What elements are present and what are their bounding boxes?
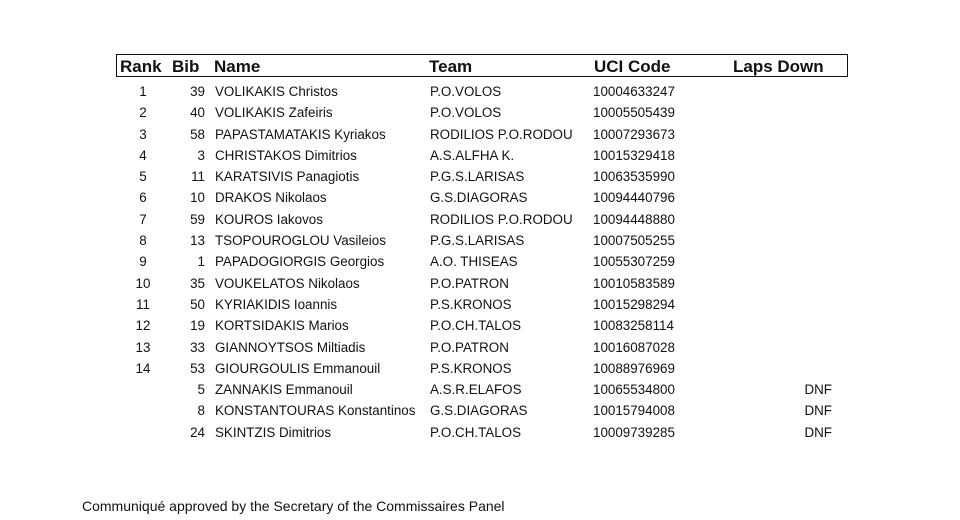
name-cell: ZANNAKIS Emmanouil [215, 382, 353, 398]
header-uci-code: UCI Code [594, 57, 671, 76]
name-cell: VOLIKAKIS Christos [215, 84, 338, 99]
name-cell: DRAKOS Nikolaos [215, 190, 327, 206]
team-cell: G.S.DIAGORAS [430, 190, 528, 206]
rank-cell: 14 [135, 360, 151, 376]
name-cell: TSOPOUROGLOU Vasileios [215, 233, 386, 249]
table-row [0, 103, 960, 124]
name-cell: GIOURGOULIS Emmanouil [215, 360, 381, 376]
rank-cell: 2 [139, 105, 147, 121]
team-cell: A.S.ALFHA K. [430, 147, 515, 163]
team-cell: P.O.VOLOS [430, 84, 502, 99]
uci-cell: 10065534800 [593, 382, 675, 398]
uci-cell: 10083258114 [593, 318, 674, 334]
team-cell: P.O.CH.TALOS [430, 318, 522, 334]
name-cell: KARATSIVIS Panagiotis [215, 169, 360, 185]
bib-cell: 59 [190, 211, 205, 227]
rank-cell: 4 [139, 147, 147, 163]
bib-cell: 13 [190, 233, 205, 249]
rank-cell: 3 [139, 126, 147, 142]
table-row [0, 316, 960, 337]
name-cell: KORTSIDAKIS Marios [215, 318, 349, 334]
laps-cell: DNF [804, 424, 832, 440]
uci-cell: 10015329418 [593, 147, 675, 163]
table-row [0, 210, 960, 231]
uci-cell: 10005505439 [593, 105, 675, 121]
rank-cell: 6 [139, 190, 147, 206]
rank-cell: 10 [135, 275, 151, 291]
table-row [0, 295, 960, 316]
table-row [0, 338, 960, 359]
uci-cell: 10015794008 [593, 403, 675, 419]
bib-cell: 53 [190, 360, 205, 376]
rank-cell: 5 [139, 169, 147, 185]
table-row [0, 231, 960, 252]
name-cell: KYRIAKIDIS Ioannis [215, 296, 338, 312]
bib-cell: 39 [190, 84, 205, 99]
header-laps-down: Laps Down [733, 57, 824, 76]
team-cell: P.O.VOLOS [430, 105, 502, 121]
bib-cell: 3 [197, 147, 205, 163]
table-row [0, 423, 960, 444]
bib-cell: 35 [190, 275, 205, 291]
name-cell: CHRISTAKOS Dimitrios [215, 147, 357, 163]
header-team: Team [429, 57, 473, 76]
name-cell: SKINTZIS Dimitrios [215, 424, 332, 440]
table-row [0, 252, 960, 273]
team-cell: RODILIOS P.O.RODOU [430, 211, 573, 227]
team-cell: P.O.PATRON [430, 339, 509, 355]
table-row [0, 146, 960, 167]
team-cell: RODILIOS P.O.RODOU [430, 126, 573, 142]
table-row [0, 359, 960, 380]
team-cell: P.S.KRONOS [430, 296, 512, 312]
uci-cell: 10007505255 [593, 233, 675, 249]
uci-cell: 10055307259 [593, 254, 675, 270]
team-cell: A.O. THISEAS [430, 254, 518, 270]
team-cell: P.G.S.LARISAS [430, 233, 525, 249]
header-name: Name [214, 57, 261, 76]
laps-cell: DNF [804, 403, 832, 419]
name-cell: VOLIKAKIS Zafeiris [215, 105, 333, 121]
header-bib: Bib [172, 57, 200, 76]
uci-cell: 10016087028 [593, 339, 675, 355]
header-rank: Rank [120, 57, 162, 76]
laps-cell: DNF [804, 382, 832, 398]
team-cell: G.S.DIAGORAS [430, 403, 528, 419]
bib-cell: 58 [190, 126, 205, 142]
bib-cell: 33 [190, 339, 205, 355]
rank-cell: 8 [139, 233, 147, 249]
bib-cell: 40 [190, 105, 205, 121]
uci-cell: 10063535990 [593, 169, 675, 185]
uci-cell: 10094448880 [593, 211, 675, 227]
rank-cell: 7 [139, 211, 147, 227]
name-cell: VOUKELATOS Nikolaos [215, 275, 360, 291]
table-row [0, 274, 960, 295]
rank-cell: 1 [139, 84, 147, 99]
name-cell: PAPASTAMATAKIS Kyriakos [215, 126, 386, 142]
rank-cell: 9 [139, 254, 147, 270]
bib-cell: 5 [197, 382, 205, 398]
bib-cell: 24 [190, 424, 205, 440]
table-row [0, 82, 960, 103]
results-table [0, 82, 960, 444]
table-row [0, 380, 960, 401]
rank-cell: 11 [136, 296, 150, 312]
rank-cell: 13 [135, 339, 151, 355]
name-cell: KONSTANTOURAS Konstantinos [215, 403, 416, 419]
table-row [0, 125, 960, 146]
rank-cell: 12 [135, 318, 151, 334]
uci-cell: 10007293673 [593, 126, 675, 142]
bib-cell: 1 [197, 254, 205, 270]
bib-cell: 8 [197, 403, 205, 419]
bib-cell: 10 [190, 190, 205, 206]
team-cell: P.O.PATRON [430, 275, 509, 291]
uci-cell: 10009739285 [593, 424, 675, 440]
name-cell: PAPADOGIORGIS Georgios [215, 254, 385, 270]
name-cell: GIANNOYTSOS Miltiadis [215, 339, 366, 355]
bib-cell: 50 [190, 296, 205, 312]
name-cell: KOUROS Iakovos [215, 211, 323, 227]
uci-cell: 10004633247 [593, 84, 675, 99]
team-cell: A.S.R.ELAFOS [430, 382, 522, 398]
uci-cell: 10015298294 [593, 296, 675, 312]
team-cell: P.O.CH.TALOS [430, 424, 522, 440]
team-cell: P.S.KRONOS [430, 360, 512, 376]
table-row [0, 401, 960, 422]
table-row [0, 167, 960, 188]
bib-cell: 11 [191, 169, 205, 185]
uci-cell: 10088976969 [593, 360, 675, 376]
team-cell: P.G.S.LARISAS [430, 169, 525, 185]
uci-cell: 10010583589 [593, 275, 675, 291]
table-row [0, 188, 960, 209]
bib-cell: 19 [190, 318, 205, 334]
footer-note: Communiqué approved by the Secretary of the Commissaires Panel [82, 498, 505, 514]
uci-cell: 10094440796 [593, 190, 675, 206]
